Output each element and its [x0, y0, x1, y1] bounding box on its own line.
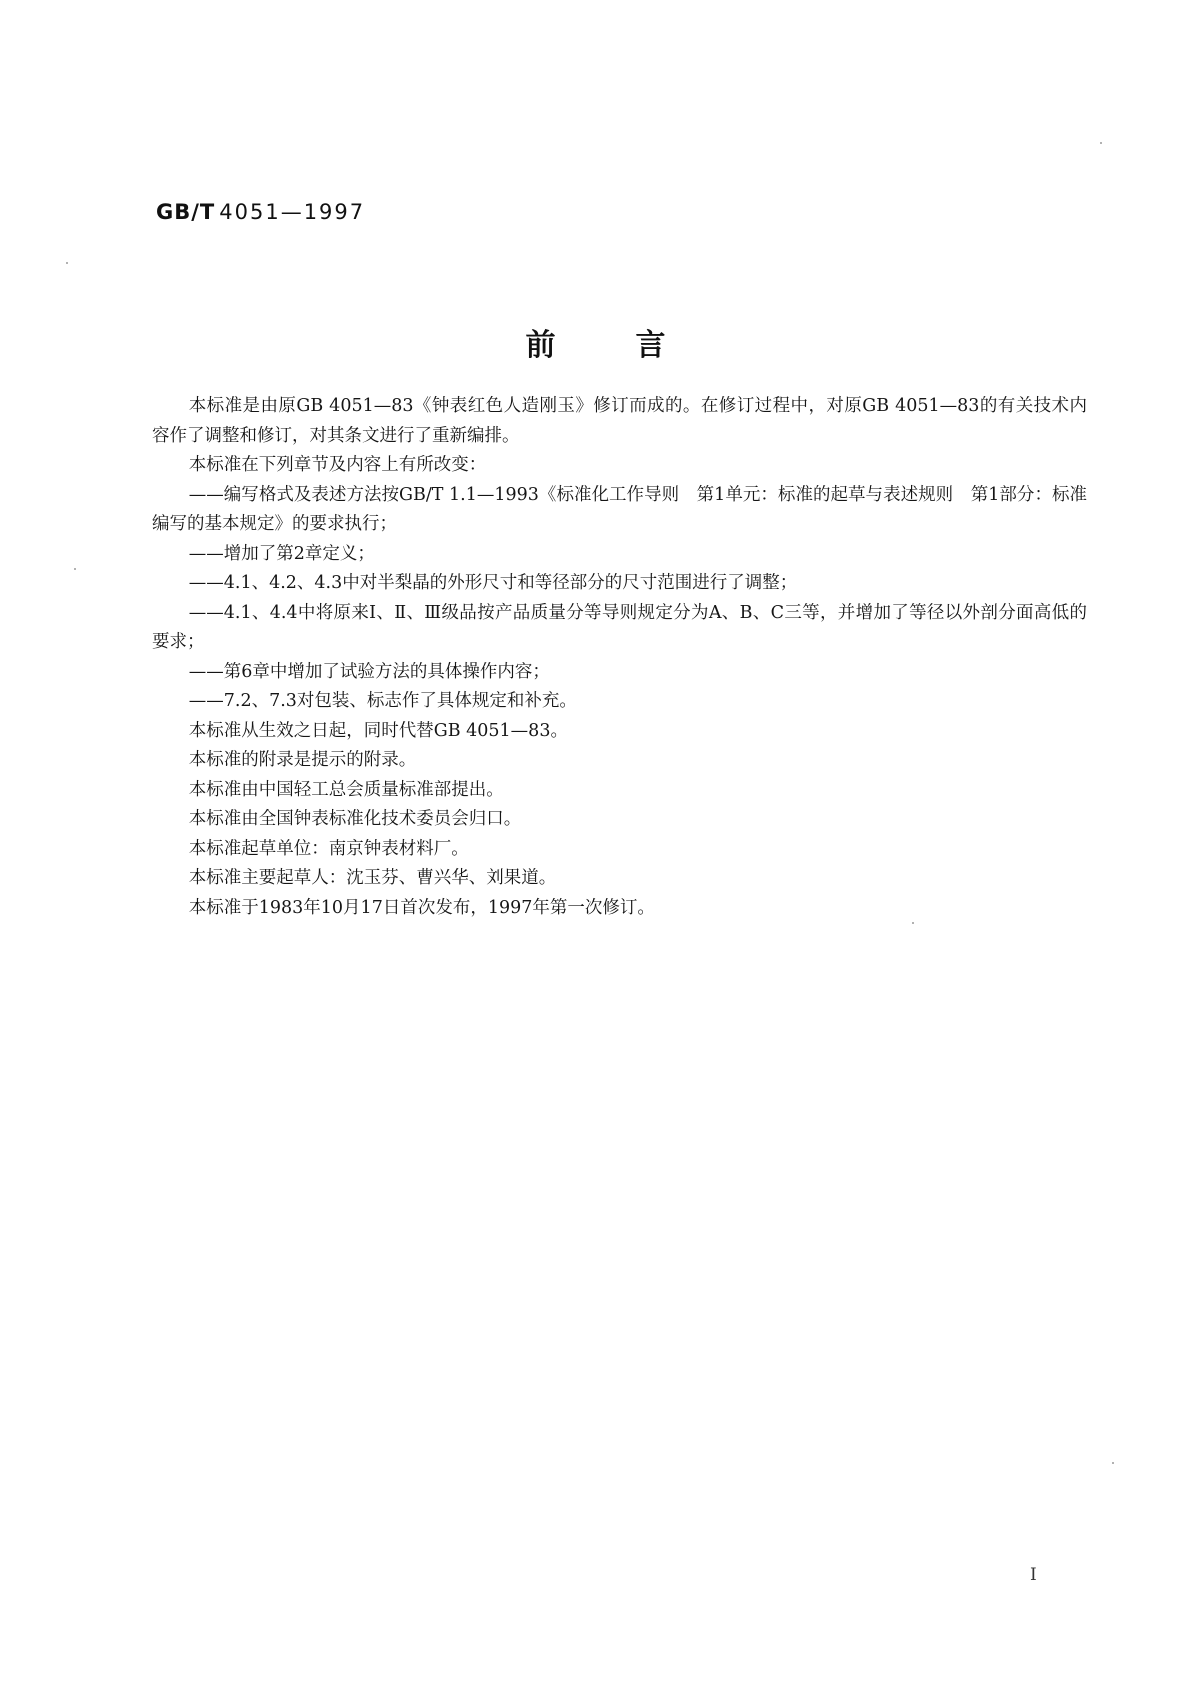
- scan-speck: [912, 922, 914, 924]
- standard-code-prefix: GB/T: [156, 200, 216, 224]
- scan-speck: [1112, 1462, 1114, 1464]
- paragraph: 本标准在下列章节及内容上有所改变：: [188, 455, 487, 475]
- scan-speck: [1100, 142, 1102, 144]
- page-number: I: [1030, 1565, 1037, 1585]
- paragraph: 本标准的附录是提示的附录。: [188, 750, 417, 770]
- paragraph: 本标准是由原GB 4051—83《钟表红色人造刚玉》修订而成的。在修订过程中，对原GB 4051—83的有关技术内容作了调整和修订，对其条文进行了重新编排。: [152, 396, 1087, 446]
- paragraph: ——增加了第2章定义；: [188, 543, 375, 564]
- page-title-char-2: 言: [635, 328, 666, 363]
- paragraph: 本标准从生效之日起，同时代替GB 4051—83。: [188, 720, 568, 741]
- paragraph: ——7.2、7.3对包装、标志作了具体规定和补充。: [188, 691, 577, 711]
- standard-code: [156, 200, 365, 224]
- scan-speck: [66, 262, 68, 264]
- page-title-char-1: 前: [525, 328, 556, 363]
- paragraph: 本标准于1983年10月17日首次发布，1997年第一次修订。: [188, 897, 655, 918]
- paragraph: ——编写格式及表述方法按GB/T 1.1—1993《标准化工作导则 第1单元：标准的起草与表述规则 第1部分：标准编写的基本规定》的要求执行；: [152, 484, 1087, 534]
- page-title: [0, 320, 1191, 364]
- foreword-body: [152, 392, 1087, 923]
- paragraph: ——4.1、4.4中将原来Ⅰ、Ⅱ、Ⅲ级品按产品质量分等导则规定分为A、B、C三等，并增加了等径以外剖分面高低的要求；: [152, 602, 1087, 652]
- paragraph: 本标准起草单位：南京钟表材料厂。: [188, 838, 469, 859]
- standard-code-number: 4051—1997: [219, 200, 366, 224]
- scan-speck: [74, 568, 76, 570]
- paragraph: 本标准由全国钟表标准化技术委员会归口。: [188, 809, 522, 829]
- paragraph: ——4.1、4.2、4.3中对半梨晶的外形尺寸和等径部分的尺寸范围进行了调整；: [188, 573, 798, 593]
- paragraph: 本标准由中国轻工总会质量标准部提出。: [188, 779, 504, 800]
- paragraph: 本标准主要起草人：沈玉芬、曹兴华、刘果道。: [188, 868, 557, 888]
- paragraph: ——第6章中增加了试验方法的具体操作内容；: [188, 661, 550, 682]
